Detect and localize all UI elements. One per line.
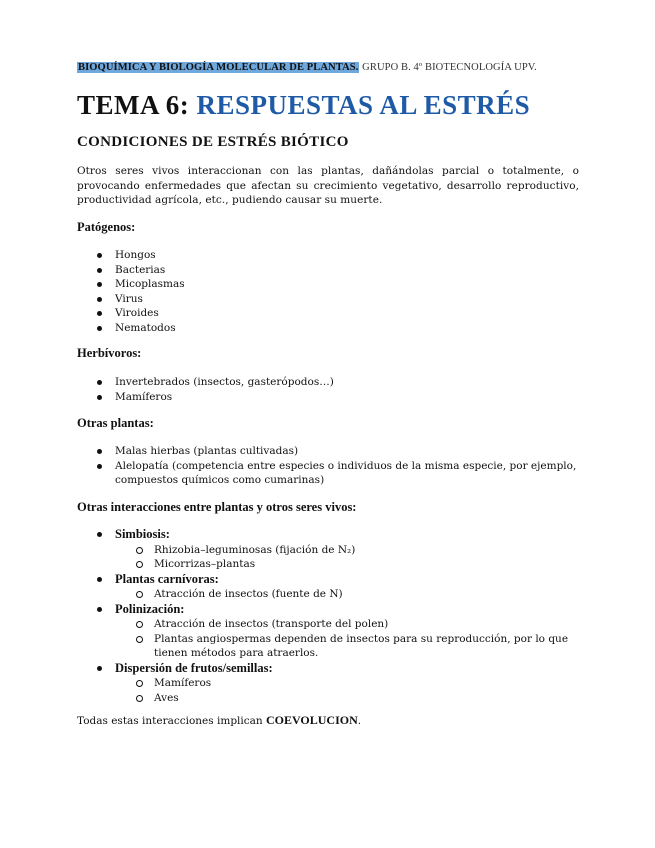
sub-list-item: Micorrizas–plantas [115,557,579,572]
list-item: Mamíferos [77,390,579,405]
list-item: Virus [77,292,579,307]
conclusion-bold: COEVOLUCION [266,713,358,727]
list-item: Hongos [77,248,579,263]
page-header [77,62,537,73]
header-course-info: GRUPO B. 4º BIOTECNOLOGÍA UPV. [359,62,537,73]
interaction-group [77,661,579,706]
section-subtitle: CONDICIONES DE ESTRÉS BIÓTICO [77,134,349,150]
page-title [77,90,530,121]
patogenos-list [77,248,579,335]
group-label: Simbiosis: [115,527,170,541]
sub-list-item: Rhizobia–leguminosas (fijación de N₂) [115,543,579,558]
sub-list-item: Atracción de insectos (fuente de N) [115,587,579,602]
sub-list-item: Mamíferos [115,676,579,691]
list-item: Nematodos [77,321,579,336]
header-highlight: BIOQUÍMICA Y BIOLOGÍA MOLECULAR DE PLANTAS. [78,62,359,73]
interacciones-list [77,527,579,705]
sub-list [115,587,579,602]
conclusion-end: . [357,715,362,727]
interacciones-heading: Otras interacciones entre plantas y otros seres vivos: [77,500,357,514]
list-item: Invertebrados (insectos, gasterópodos…) [77,375,579,390]
otras-plantas-list [77,444,579,488]
conclusion-line [77,713,361,728]
sub-list [115,543,579,572]
conclusion-text: Todas estas interacciones implican [77,715,266,727]
otras-plantas-heading: Otras plantas: [77,416,154,430]
intro-paragraph: Otros seres vivos interaccionan con las plantas, dañándolas parcial o totalmente, o provocando enfermedades que afectan su crecimiento vegetativo, desarrollo reproductivo, productividad agrícola, etc., pudiendo causar su muerte. [77,165,579,206]
title-accent: RESPUESTAS AL ESTRÉS [196,90,531,120]
herbivoros-heading: Herbívoros: [77,346,142,360]
group-label: Polinización: [115,601,185,616]
list-item: Alelopatía (competencia entre especies o individuos de la misma especie, por ejemplo, compuestos químicos como cumarinas) [77,459,579,488]
list-item: Malas hierbas (plantas cultivadas) [77,444,579,459]
title-prefix: TEMA 6: [77,90,197,120]
interaction-group [77,527,579,572]
interaction-group [77,572,579,602]
group-label: Dispersión de frutos/semillas: [115,660,273,675]
interaction-group [77,602,579,661]
sub-list [115,617,579,661]
list-item: Bacterias [77,263,579,278]
list-item: Micoplasmas [77,277,579,292]
group-label: Plantas carnívoras: [115,571,219,586]
patogenos-heading: Patógenos: [77,220,136,234]
sub-list-item: Atracción de insectos (transporte del polen) [115,617,579,632]
sub-list-item: Aves [115,691,579,706]
sub-list [115,676,579,705]
sub-list-item: Plantas angiospermas dependen de insectos para su reproducción, por lo que tienen métodos para atraerlos. [115,632,581,661]
herbivoros-list [77,375,579,404]
list-item: Viroides [77,306,579,321]
